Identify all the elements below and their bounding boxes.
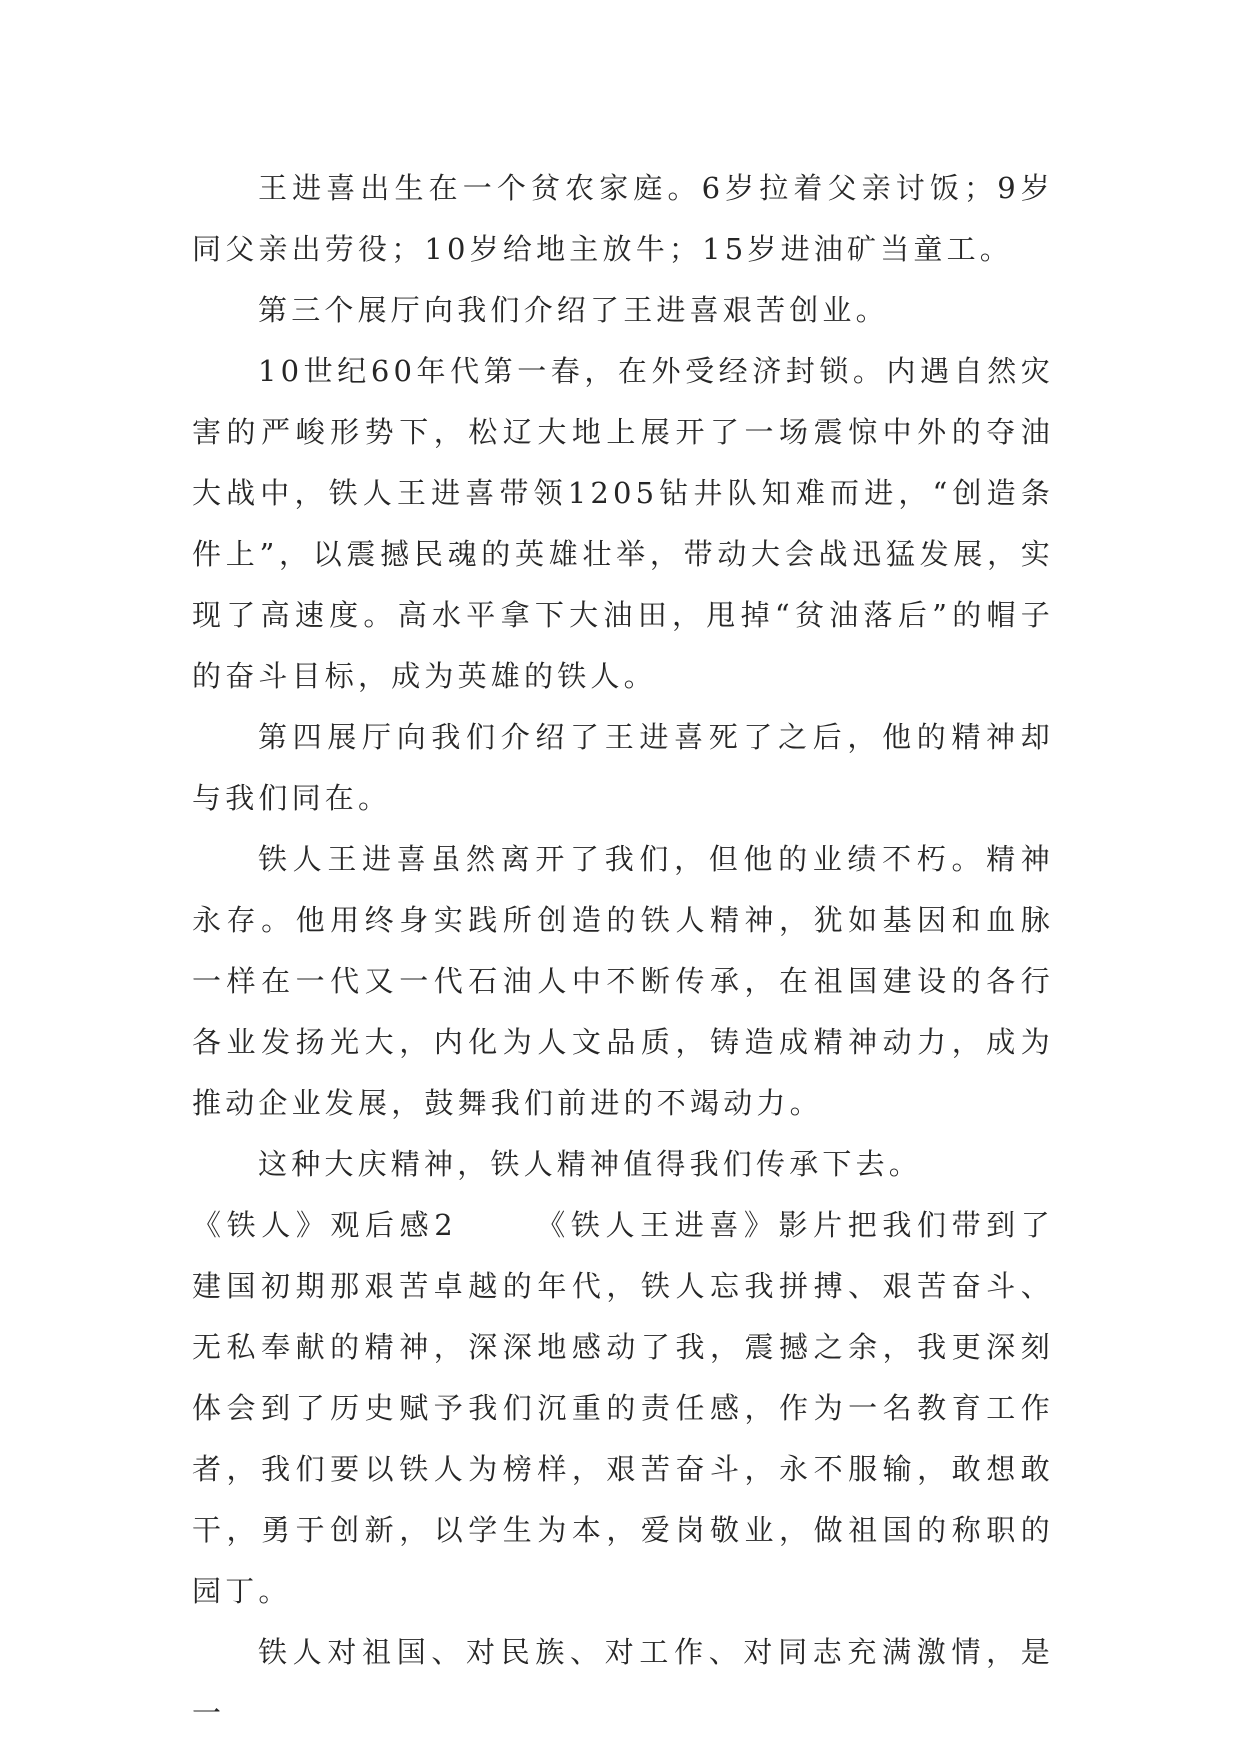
paragraph-section-two [192, 1195, 1054, 1622]
paragraph-childhood: 王进喜出生在一个贫农家庭。6岁拉着父亲讨饭；9岁同父亲出劳役；10岁给地主放牛；15岁进油矿当童工。 [192, 171, 1054, 266]
paragraph-oil-battle: 10世纪60年代第一春，在外受经济封锁。内遇自然灾害的严峻形势下，松辽大地上展开了一场震惊中外的夺油大战中，铁人王进喜带领1205钻井队知难而进，“创造条件上”，以震撼民魂的英雄壮举，带动大会战迅猛发展，实现了高速度。高水平拿下大油田，甩掉“贫油落后”的帽子的奋斗目标，成为英雄的铁人。 [192, 354, 1054, 693]
paragraph-conclusion: 这种大庆精神，铁人精神值得我们传承下去。 [258, 1147, 923, 1181]
paragraph-last: 铁人对祖国、对民族、对工作、对同志充满激情，是一 [192, 1635, 1054, 1730]
paragraph-legacy: 铁人王进喜虽然离开了我们，但他的业绩不朽。精神永存。他用终身实践所创造的铁人精神，犹如基因和血脉一样在一代又一代石油人中不断传承，在祖国建设的各行各业发扬光大，内化为人文品质，铸造成精神动力，成为推动企业发展，鼓舞我们前进的不竭动力。 [192, 842, 1054, 1120]
document-body [192, 158, 1054, 1744]
section-body: 《铁人王进喜》影片把我们带到了建国初期那艰苦卓越的年代，铁人忘我拼搏、艰苦奋斗、无私奉献的精神，深深地感动了我，震撼之余，我更深刻体会到了历史赋予我们沉重的责任感，作为一名教育工作者，我们要以铁人为榜样，艰苦奋斗，永不服输，敢想敢干，勇于创新，以学生为本，爱岗敬业，做祖国的称职的园丁。 [192, 1208, 1054, 1608]
paragraph-hall-three: 第三个展厅向我们介绍了王进喜艰苦创业。 [258, 293, 889, 327]
paragraph-hall-four: 第四展厅向我们介绍了王进喜死了之后，他的精神却与我们同在。 [192, 720, 1054, 815]
section-heading: 《铁人》观后感2 [192, 1208, 457, 1242]
